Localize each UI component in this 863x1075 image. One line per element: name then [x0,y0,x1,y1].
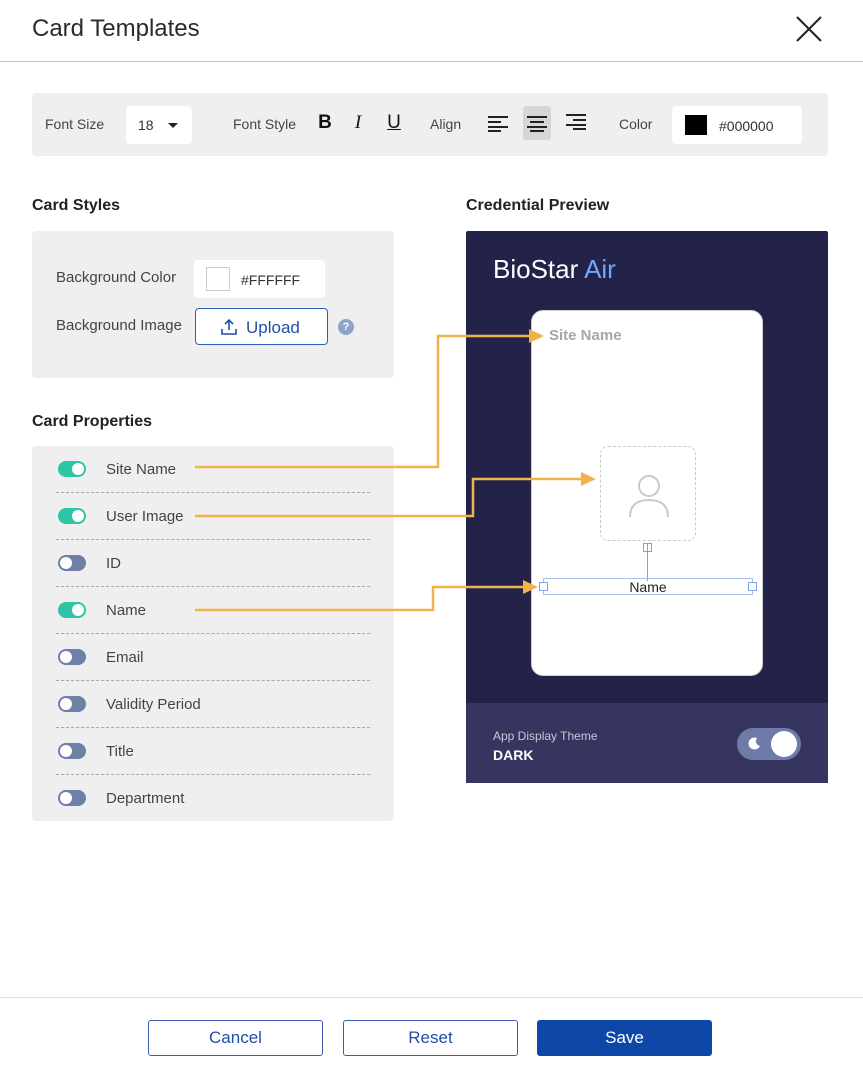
color-label: Color [619,116,653,132]
text-color-picker[interactable] [672,106,802,144]
dialog-header [0,0,863,62]
card-name: Name [629,579,667,595]
property-toggle[interactable] [58,649,86,665]
help-icon[interactable]: ? [338,319,354,335]
upload-icon [220,318,238,336]
credential-card [531,310,763,676]
resize-handle-right[interactable] [748,582,757,591]
card-site-name[interactable]: Site Name [549,327,622,344]
dialog-title: Card Templates [32,15,200,42]
property-toggle[interactable] [58,602,86,618]
user-image-placeholder[interactable] [600,446,696,541]
color-swatch [685,115,707,135]
property-toggle[interactable] [58,555,86,571]
align-center-icon [527,114,547,132]
toggle-knob [60,557,72,569]
theme-label: App Display Theme [493,729,598,743]
reset-button[interactable]: Reset [343,1020,518,1056]
property-row [56,728,370,775]
resize-handle-left[interactable] [539,582,548,591]
background-image-label: Background Image [56,317,182,334]
brand-main: BioStar [493,254,579,284]
theme-bar [466,703,828,783]
brand-accent: Air [584,254,616,284]
align-label: Align [430,116,462,132]
moon-icon [748,736,762,750]
card-properties-panel [32,446,394,821]
user-icon [628,473,670,519]
align-center-button[interactable] [523,106,551,140]
caret-down-icon [168,123,178,128]
credential-preview [466,231,828,783]
background-color-value: #FFFFFF [241,272,301,288]
property-label: Name [106,602,147,619]
property-toggle[interactable] [58,743,86,759]
property-label: Department [106,790,185,807]
property-toggle[interactable] [58,508,86,524]
align-left-button[interactable] [484,106,512,140]
property-row [56,634,370,681]
underline-button[interactable]: U [387,112,401,133]
italic-button[interactable]: I [354,112,362,133]
background-color-swatch [206,267,230,291]
text-color-value: #000000 [719,118,774,134]
toggle-knob [72,510,84,522]
resize-stem [647,543,648,581]
property-row [56,775,370,822]
font-size-select[interactable] [126,106,192,144]
property-label: Email [106,649,144,666]
property-label: ID [106,555,121,572]
close-icon[interactable] [794,14,824,44]
property-label: Validity Period [106,696,201,713]
property-toggle[interactable] [58,696,86,712]
background-color-picker[interactable] [194,260,325,298]
toggle-knob [72,463,84,475]
property-row [56,540,370,587]
toggle-knob [60,745,72,757]
font-size-value: 18 [138,117,154,133]
property-label: Site Name [106,461,177,478]
property-row [56,681,370,728]
theme-toggle[interactable] [737,728,801,760]
font-style-label: Font Style [233,116,297,132]
format-toolbar [32,93,828,156]
property-row [56,493,370,540]
card-styles-heading: Card Styles [32,197,121,214]
property-row [56,446,370,493]
upload-button[interactable] [195,308,328,345]
dialog-footer [0,997,863,1075]
upload-label: Upload [246,318,300,337]
property-toggle[interactable] [58,461,86,477]
toggle-knob [72,604,84,616]
card-name-box[interactable] [543,578,753,595]
theme-value: DARK [493,747,534,763]
toggle-knob [60,792,72,804]
cancel-button[interactable]: Cancel [148,1020,323,1056]
toggle-knob [60,651,72,663]
align-left-icon [488,114,508,132]
credential-preview-heading: Credential Preview [466,197,610,214]
theme-toggle-knob [771,731,797,757]
save-button[interactable]: Save [537,1020,712,1056]
font-size-label: Font Size [45,116,105,132]
align-right-button[interactable] [562,106,590,140]
background-color-label: Background Color [56,269,177,286]
align-right-icon [566,114,586,132]
property-toggle[interactable] [58,790,86,806]
brand-logo [493,254,616,285]
property-label: User Image [106,508,184,525]
toggle-knob [60,698,72,710]
card-properties-heading: Card Properties [32,413,153,430]
bold-button[interactable]: B [318,112,332,133]
property-label: Title [106,743,134,760]
card-styles-panel [32,231,394,378]
property-row [56,587,370,634]
